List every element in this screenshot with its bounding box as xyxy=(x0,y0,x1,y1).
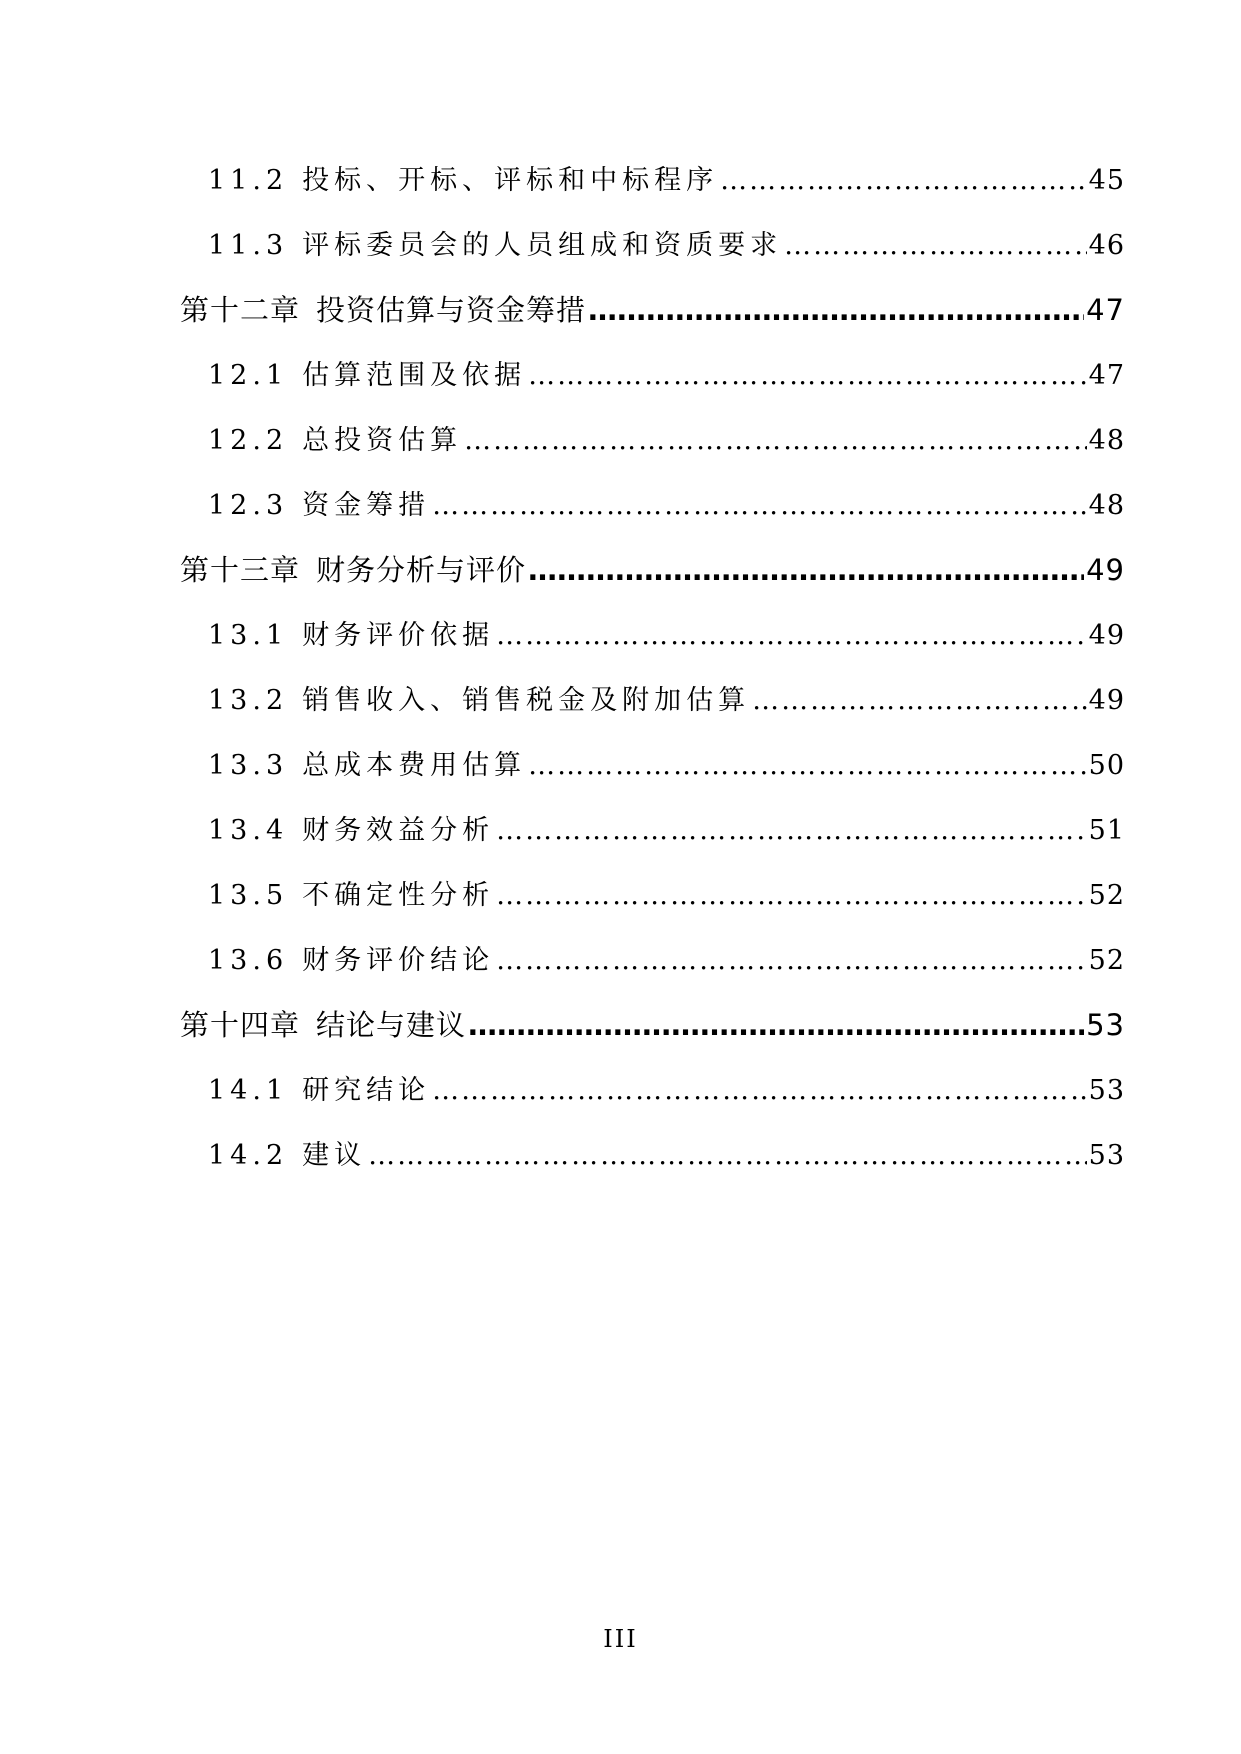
toc-chapter-heading xyxy=(180,993,466,1058)
toc-entry-number: 14.2 xyxy=(208,1140,289,1171)
toc-entry-page: 49 xyxy=(1086,553,1125,587)
toc-chapter-number: 第十二章 xyxy=(180,293,301,327)
toc-entry-13-6[interactable] xyxy=(180,928,1125,993)
toc-entry-title: 财务评价依据 xyxy=(302,620,495,651)
toc-entry-12-1[interactable] xyxy=(180,343,1125,408)
toc-entry-title: 投标、开标、评标和中标程序 xyxy=(302,165,719,196)
toc-entry-number: 14.1 xyxy=(208,1075,289,1106)
toc-entry-title: 建议 xyxy=(302,1140,367,1171)
toc-entry-title: 不确定性分析 xyxy=(302,880,495,911)
toc-dot-leader xyxy=(432,1058,1087,1123)
toc-entry-page: 45 xyxy=(1088,165,1125,196)
toc-entry-page: 52 xyxy=(1088,880,1125,911)
toc-entry-number: 12.3 xyxy=(208,490,289,521)
toc-entry-title: 研究结论 xyxy=(302,1075,431,1106)
toc-dot-leader xyxy=(464,408,1087,473)
toc-dot-leader xyxy=(496,863,1087,928)
toc-entry-13-4[interactable] xyxy=(180,798,1125,863)
toc-entry-13-3[interactable] xyxy=(180,733,1125,798)
toc-dot-leader xyxy=(468,993,1084,1058)
toc-entry-14-2[interactable] xyxy=(180,1123,1125,1188)
toc-entry-title: 总投资估算 xyxy=(302,425,463,456)
toc-entry-number: 13.2 xyxy=(208,685,289,716)
toc-entry-page: 46 xyxy=(1088,230,1125,261)
toc-entry-page: 48 xyxy=(1088,425,1125,456)
toc-entry-title: 销售收入、销售税金及附加估算 xyxy=(302,685,751,716)
toc-entry-number: 11.3 xyxy=(208,230,289,261)
toc-chapter-heading xyxy=(180,538,526,603)
toc-dot-leader xyxy=(528,343,1087,408)
toc-entry-page: 52 xyxy=(1088,945,1125,976)
toc-entry-12-3[interactable] xyxy=(180,473,1125,538)
toc-entry-13-5[interactable] xyxy=(180,863,1125,928)
table-of-contents xyxy=(180,148,1125,1188)
toc-entry-13-1[interactable] xyxy=(180,603,1125,668)
page-number: III xyxy=(603,1625,638,1653)
toc-entry-number: 13.4 xyxy=(208,815,289,846)
toc-entry-number: 11.2 xyxy=(208,165,289,196)
toc-entry-number: 12.2 xyxy=(208,425,289,456)
toc-entry-page: 53 xyxy=(1086,1008,1125,1042)
toc-entry-11-3[interactable] xyxy=(180,213,1125,278)
toc-entry-13-2[interactable] xyxy=(180,668,1125,733)
toc-entry-12-2[interactable] xyxy=(180,408,1125,473)
toc-dot-leader xyxy=(528,733,1087,798)
toc-chapter-title: 结论与建议 xyxy=(316,1008,467,1042)
toc-entry-page: 48 xyxy=(1088,490,1125,521)
toc-entry-number: 13.6 xyxy=(208,945,289,976)
toc-chapter-12[interactable] xyxy=(180,278,1125,343)
toc-dot-leader xyxy=(784,213,1087,278)
toc-entry-page: 49 xyxy=(1088,685,1125,716)
toc-dot-leader xyxy=(752,668,1087,733)
toc-entry-14-1[interactable] xyxy=(180,1058,1125,1123)
toc-entry-title: 评标委员会的人员组成和资质要求 xyxy=(302,230,783,261)
toc-dot-leader xyxy=(588,278,1084,343)
toc-entry-page: 53 xyxy=(1088,1075,1125,1106)
toc-entry-page: 51 xyxy=(1088,815,1125,846)
toc-entry-title: 资金筹措 xyxy=(302,490,431,521)
toc-dot-leader xyxy=(496,928,1087,993)
toc-dot-leader xyxy=(368,1123,1087,1188)
toc-chapter-number: 第十四章 xyxy=(180,1008,301,1042)
toc-entry-page: 50 xyxy=(1088,750,1125,781)
toc-entry-page: 53 xyxy=(1088,1140,1125,1171)
toc-entry-title: 财务评价结论 xyxy=(302,945,495,976)
toc-chapter-title: 财务分析与评价 xyxy=(316,553,527,587)
toc-chapter-heading xyxy=(180,278,586,343)
toc-entry-title: 估算范围及依据 xyxy=(302,360,527,391)
toc-entry-title: 总成本费用估算 xyxy=(302,750,527,781)
toc-entry-number: 13.5 xyxy=(208,880,289,911)
toc-dot-leader xyxy=(528,538,1084,603)
toc-chapter-13[interactable] xyxy=(180,538,1125,603)
toc-entry-page: 47 xyxy=(1086,293,1125,327)
toc-dot-leader xyxy=(496,798,1087,863)
toc-chapter-title: 投资估算与资金筹措 xyxy=(316,293,587,327)
toc-dot-leader xyxy=(720,148,1087,213)
toc-entry-11-2[interactable] xyxy=(180,148,1125,213)
toc-chapter-14[interactable] xyxy=(180,993,1125,1058)
toc-entry-page: 47 xyxy=(1088,360,1125,391)
toc-chapter-number: 第十三章 xyxy=(180,553,301,587)
toc-entry-number: 13.1 xyxy=(208,620,289,651)
toc-entry-number: 13.3 xyxy=(208,750,289,781)
toc-entry-number: 12.1 xyxy=(208,360,289,391)
toc-dot-leader xyxy=(496,603,1087,668)
toc-entry-page: 49 xyxy=(1088,620,1125,651)
toc-dot-leader xyxy=(432,473,1087,538)
toc-entry-title: 财务效益分析 xyxy=(302,815,495,846)
